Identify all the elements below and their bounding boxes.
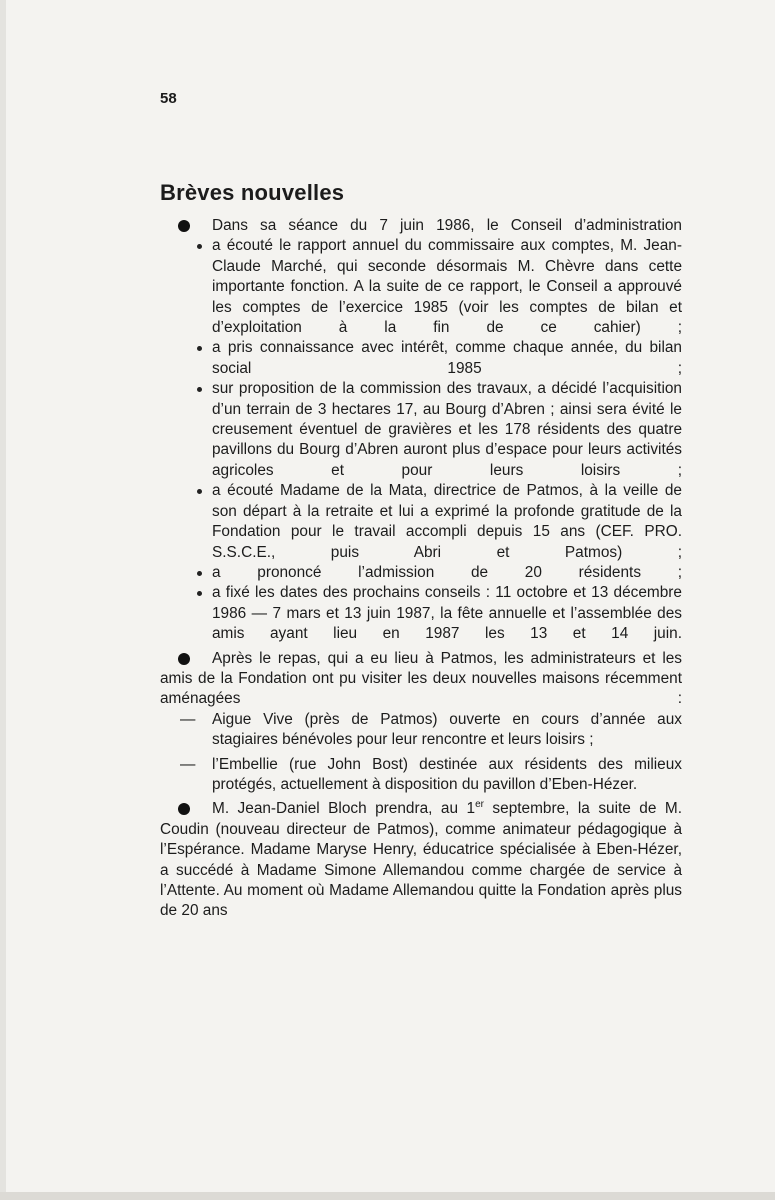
- maison-item: — l’Embellie (rue John Bost) destinée aux résidents des milieux protégés, actuellement à disposition du pavillon d’Eben-Hézer.: [180, 755, 682, 793]
- conseil-item: a fixé les dates des prochains conseils : 11 octobre et 13 décembre 1986 — 7 mars et 13 juin 1987, la fête annuelle et l’assemblée des amis ayant lieu en 1987 les 13 et 14 juin.: [160, 583, 682, 644]
- conseil-item: a écouté Madame de la Mata, directrice de Patmos, à la veille de son départ à la retraite et lui a exprimé la profonde gratitude de la Fondation pour le travail accompli depuis 15 ans (CEF. PRO. S.S.C.E., puis Abri et Patmos) ;: [160, 481, 682, 563]
- bullet-icon: [178, 220, 190, 232]
- conseil-item: a écouté le rapport annuel du commissaire aux comptes, M. Jean-Claude Marché, qui seconde désormais M. Chèvre dans cette importante fonction. A la suite de ce rapport, le Conseil a approuvé les comptes de l’exercice 1985 (voir les comptes de bilan et d’exploitation à la fin de ce cahier) ;: [160, 236, 682, 338]
- repas-paragraph: Après le repas, qui a eu lieu à Patmos, les administrateurs et les amis de la Fondation ont pu visiter les deux nouvelles maisons récemment aménagées :: [160, 649, 682, 708]
- bullet-icon: [178, 803, 190, 815]
- page-edge-left: [0, 0, 6, 1200]
- conseil-item: a prononcé l’admission de 20 résidents ;: [160, 563, 682, 583]
- bullet-dot-icon: [197, 346, 202, 351]
- dash-icon: —: [180, 755, 196, 773]
- page-number: 58: [160, 90, 177, 107]
- dash-icon: —: [180, 710, 196, 728]
- article-body: [160, 216, 682, 922]
- bullet-dot-icon: [197, 489, 202, 494]
- personnel-paragraph: M. Jean-Daniel Bloch prendra, au 1er septembre, la suite de M. Coudin (nouveau directeur de Patmos), comme animateur pédagogique à l’Espérance. Madame Maryse Henry, éducatrice spécialisée à Eben-Hézer, a succédé à Madame Simone Allemandou comme chargée de service à l’Attente. Au moment où Madame Allemandou quitte la Fondation après plus de 20 ans: [160, 799, 682, 920]
- conseil-intro: Dans sa séance du 7 juin 1986, le Conseil d’administration: [160, 216, 682, 236]
- section-title: Brèves nouvelles: [160, 180, 345, 205]
- bullet-dot-icon: [197, 244, 202, 249]
- bullet-dot-icon: [197, 591, 202, 596]
- conseil-item: a pris connaissance avec intérêt, comme chaque année, du bilan social 1985 ;: [160, 338, 682, 379]
- conseil-item: sur proposition de la commission des travaux, a décidé l’acquisition d’un terrain de 3 hectares 17, au Bourg d’Abren ; ainsi sera évité le creusement éventuel de gravières et les 178 résidents des quatre pavillons du Bourg d’Abren auront plus d’espace pour leurs activités agricoles et pour leurs loisirs ;: [160, 379, 682, 481]
- bullet-dot-icon: [197, 387, 202, 392]
- maison-item: — Aigue Vive (près de Patmos) ouverte en cours d’année aux stagiaires bénévoles pour leur rencontre et leurs loisirs ;: [180, 710, 682, 749]
- bullet-dot-icon: [197, 571, 202, 576]
- bullet-icon: [178, 653, 190, 665]
- page-edge-bottom: [0, 1192, 775, 1200]
